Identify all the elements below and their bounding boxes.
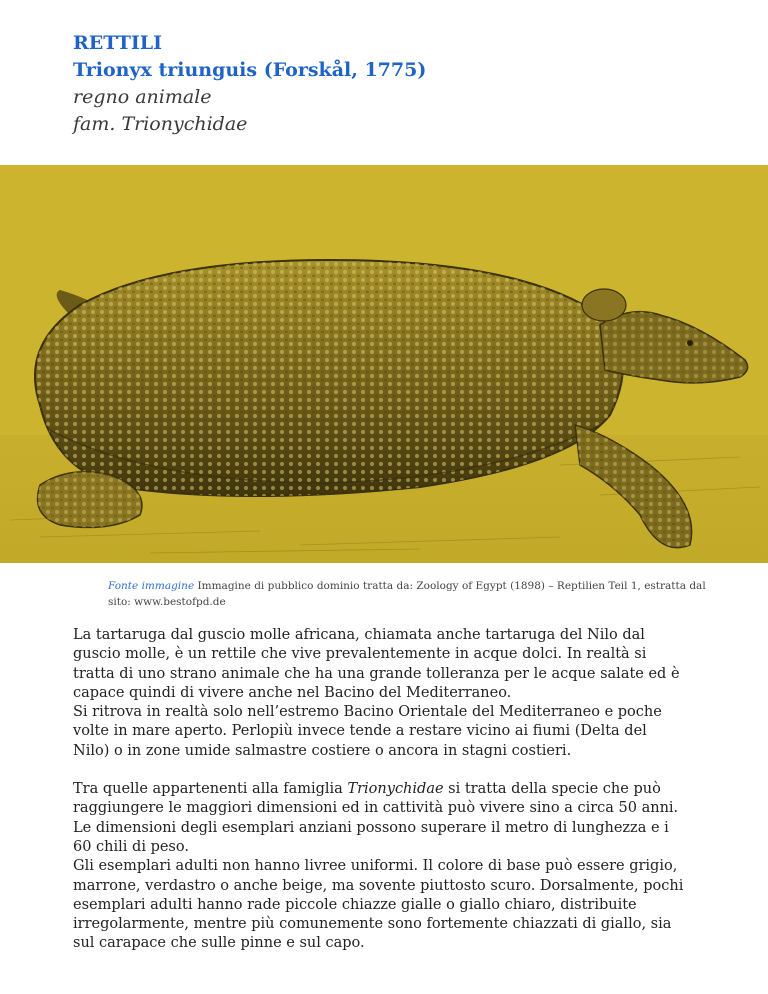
body-line: tratta di uno strano animale che ha una grande tolleranza per le acque salate ed è: [73, 665, 680, 682]
body-line: guscio molle, è un rettile che vive prevalentemente in acque dolci. In realtà si: [73, 646, 647, 663]
caption-text: Immagine di pubblico dominio tratta da: Zoology of Egypt (1898) – Reptilien Teil 1, estratta dal sito: www.bestofpd.de: [108, 580, 706, 608]
body-line: capace quindi di vivere anche nel Bacino del Mediterraneo.: [73, 684, 512, 701]
body-line: La tartaruga dal guscio molle africana, chiamata anche tartaruga del Nilo dal: [73, 627, 645, 643]
body-line: Le dimensioni degli esemplari anziani possono superare il metro di lunghezza e i: [73, 819, 669, 836]
body-text: Tra quelle appartenenti alla famiglia: [73, 781, 348, 798]
body-line: raggiungere le maggiori dimensioni ed in cattività può vivere sino a circa 50 anni.: [73, 800, 679, 817]
body-line: Nilo) o in zone umide salmastre costiere o ancora in stagni costieri.: [73, 742, 572, 759]
paragraph-gap: [73, 761, 713, 780]
body-line: 60 chili di peso.: [73, 838, 189, 855]
turtle-illustration: [0, 165, 768, 563]
family-label: fam. Trionychidae: [73, 113, 248, 135]
body-line: marrone, verdastro o anche beige, ma sovente piuttosto scuro. Dorsalmente, pochi: [73, 877, 684, 894]
body-line: volte in mare aperto. Perlopiù invece tende a restare vicino ai fiumi (Delta del: [73, 723, 647, 740]
body-line: Si ritrova in realtà solo nell’estremo Bacino Orientale del Mediterraneo e poche: [73, 704, 662, 721]
body-line: sul carapace che sulle pinne e sul capo.: [73, 935, 365, 952]
body-line: Gli esemplari adulti non hanno livree uniformi. Il colore di base può essere grigio,: [73, 858, 678, 875]
family-name-italic: Trionychidae: [347, 781, 444, 798]
image-source-link[interactable]: Fonte immagine: [108, 580, 195, 592]
body-line: esemplari adulti hanno rade piccole chiazze gialle o giallo chiaro, distribuite: [73, 896, 637, 913]
image-caption: [108, 578, 708, 610]
body-line: [73, 780, 713, 799]
body-text: si tratta della specie che può: [443, 781, 661, 798]
species-name: Trionyx triunguis (Forskål, 1775): [73, 59, 427, 81]
body-line: irregolarmente, mentre più comunemente sono fortemente chiazzati di giallo, sia: [73, 916, 672, 933]
turtle-drawing: [0, 165, 768, 563]
kingdom-label: regno animale: [73, 86, 212, 108]
category-title: RETTILI: [73, 32, 163, 54]
article-body: [73, 626, 713, 954]
header: [73, 30, 426, 138]
